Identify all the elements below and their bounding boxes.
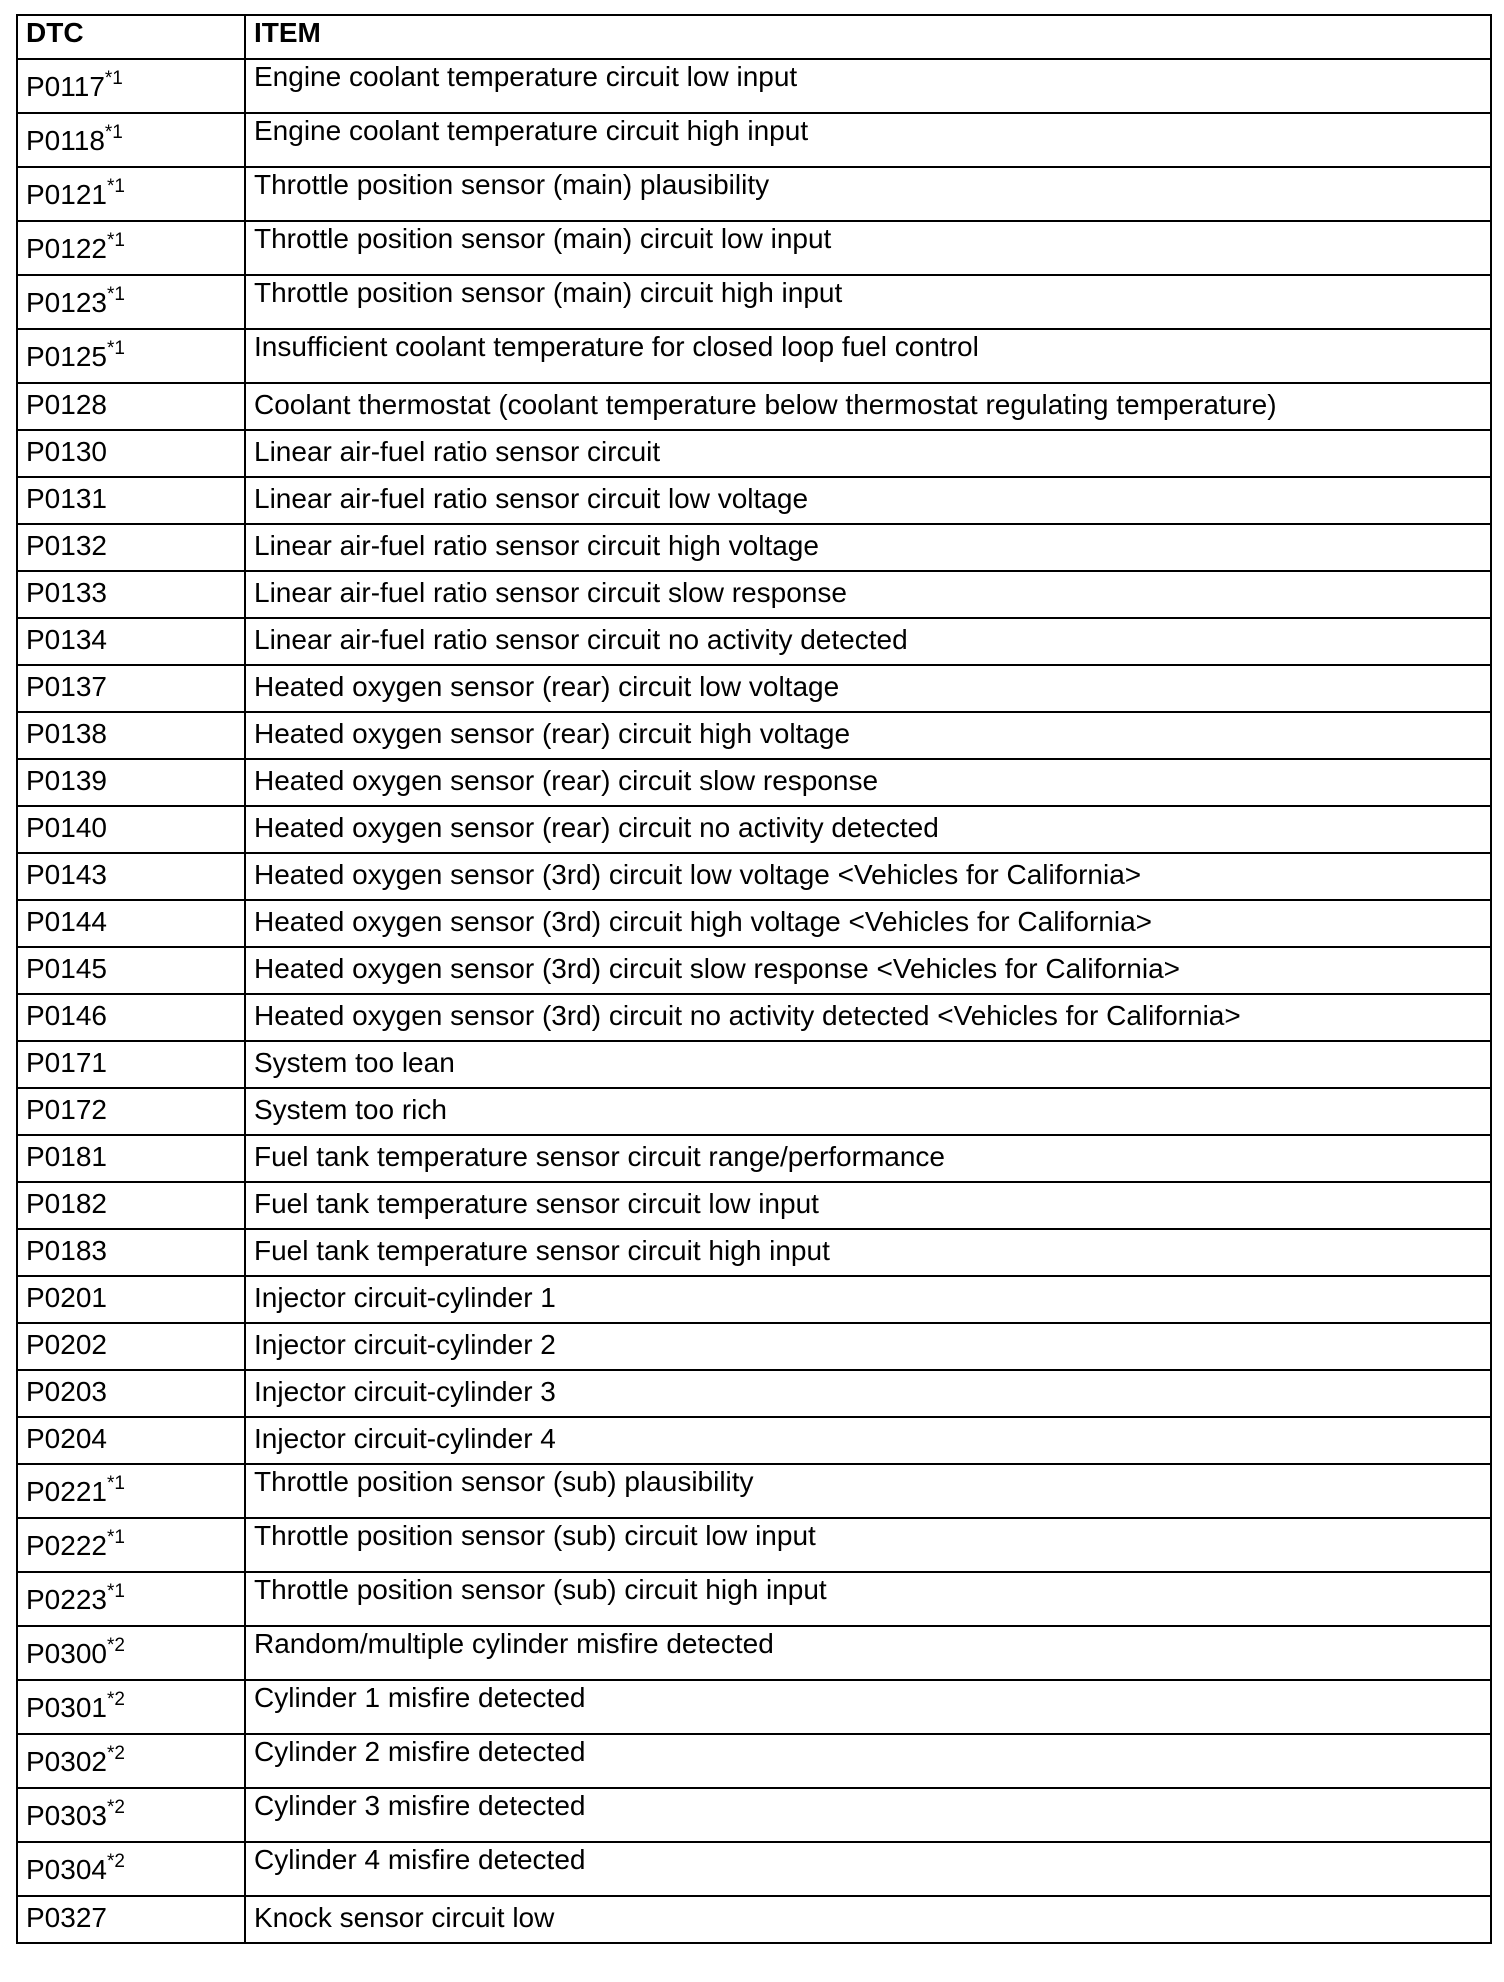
dtc-code: P0304 <box>26 1854 107 1885</box>
dtc-code: P0171 <box>26 1047 107 1078</box>
dtc-note: *2 <box>106 1743 125 1764</box>
dtc-code-cell <box>17 900 245 947</box>
table-row <box>17 1276 1491 1323</box>
dtc-code-cell <box>17 221 245 275</box>
dtc-code: P0123 <box>26 287 107 318</box>
dtc-code: P0130 <box>26 436 107 467</box>
dtc-code-cell <box>17 1276 245 1323</box>
dtc-code-cell <box>17 1088 245 1135</box>
dtc-item-cell: Heated oxygen sensor (3rd) circuit low voltage <Vehicles for California> <box>245 853 1491 900</box>
table-row <box>17 900 1491 947</box>
dtc-item-cell: Knock sensor circuit low <box>245 1896 1491 1943</box>
table-row <box>17 712 1491 759</box>
table-row <box>17 853 1491 900</box>
dtc-code-cell <box>17 524 245 571</box>
dtc-code-cell <box>17 1417 245 1464</box>
dtc-code-cell <box>17 853 245 900</box>
dtc-code-cell <box>17 383 245 430</box>
dtc-note: *2 <box>106 1689 125 1710</box>
dtc-item-cell: Cylinder 3 misfire detected <box>245 1788 1491 1842</box>
dtc-item-cell: Heated oxygen sensor (3rd) circuit slow response <Vehicles for California> <box>245 947 1491 994</box>
dtc-item-cell: Throttle position sensor (sub) circuit low input <box>245 1518 1491 1572</box>
dtc-code: P0144 <box>26 906 107 937</box>
dtc-item-cell: Injector circuit-cylinder 2 <box>245 1323 1491 1370</box>
dtc-item-cell: Fuel tank temperature sensor circuit low input <box>245 1182 1491 1229</box>
dtc-item-cell: Throttle position sensor (sub) circuit high input <box>245 1572 1491 1626</box>
dtc-code: P0300 <box>26 1638 107 1669</box>
dtc-note: *1 <box>106 284 125 305</box>
dtc-code-cell <box>17 477 245 524</box>
dtc-code-cell <box>17 1680 245 1734</box>
table-row <box>17 1464 1491 1518</box>
dtc-note: *1 <box>106 1527 125 1548</box>
table-row <box>17 806 1491 853</box>
table-row <box>17 1135 1491 1182</box>
dtc-table <box>16 14 1492 1944</box>
dtc-code-cell <box>17 1370 245 1417</box>
dtc-code-cell <box>17 1788 245 1842</box>
dtc-code-cell <box>17 947 245 994</box>
dtc-item-cell: Injector circuit-cylinder 1 <box>245 1276 1491 1323</box>
table-row <box>17 1842 1491 1896</box>
table-row <box>17 477 1491 524</box>
table-row <box>17 221 1491 275</box>
dtc-note: *1 <box>106 338 125 359</box>
table-row <box>17 524 1491 571</box>
dtc-code-cell <box>17 59 245 113</box>
dtc-code-cell <box>17 994 245 1041</box>
dtc-item-cell: Insufficient coolant temperature for closed loop fuel control <box>245 329 1491 383</box>
table-row <box>17 1041 1491 1088</box>
dtc-code-cell <box>17 1734 245 1788</box>
dtc-note: *1 <box>106 1473 125 1494</box>
dtc-item-cell: Throttle position sensor (main) circuit high input <box>245 275 1491 329</box>
dtc-code: P0221 <box>26 1476 107 1507</box>
table-row <box>17 430 1491 477</box>
dtc-code-cell <box>17 806 245 853</box>
dtc-code: P0140 <box>26 812 107 843</box>
dtc-item-cell: Injector circuit-cylinder 4 <box>245 1417 1491 1464</box>
dtc-item-cell: Engine coolant temperature circuit high input <box>245 113 1491 167</box>
dtc-code: P0133 <box>26 577 107 608</box>
table-row <box>17 571 1491 618</box>
dtc-code-cell <box>17 167 245 221</box>
table-row <box>17 1680 1491 1734</box>
dtc-code: P0327 <box>26 1902 107 1933</box>
table-row <box>17 994 1491 1041</box>
dtc-item-cell: Throttle position sensor (main) circuit low input <box>245 221 1491 275</box>
header-row <box>17 15 1491 59</box>
dtc-code: P0204 <box>26 1423 107 1454</box>
table-row <box>17 275 1491 329</box>
dtc-code-cell <box>17 329 245 383</box>
dtc-code: P0132 <box>26 530 107 561</box>
dtc-code-cell <box>17 618 245 665</box>
dtc-item-cell: Heated oxygen sensor (rear) circuit high voltage <box>245 712 1491 759</box>
table-row <box>17 59 1491 113</box>
table-row <box>17 947 1491 994</box>
dtc-code-cell <box>17 571 245 618</box>
table-row <box>17 1417 1491 1464</box>
dtc-code-cell <box>17 113 245 167</box>
table-row <box>17 113 1491 167</box>
dtc-code-cell <box>17 1135 245 1182</box>
dtc-item-cell: Cylinder 2 misfire detected <box>245 1734 1491 1788</box>
dtc-item-cell: Heated oxygen sensor (3rd) circuit high voltage <Vehicles for California> <box>245 900 1491 947</box>
dtc-code: P0203 <box>26 1376 107 1407</box>
dtc-code: P0182 <box>26 1188 107 1219</box>
dtc-code: P0222 <box>26 1530 107 1561</box>
dtc-item-cell: Linear air-fuel ratio sensor circuit low voltage <box>245 477 1491 524</box>
header-item: ITEM <box>245 15 1491 59</box>
dtc-code-cell <box>17 1041 245 1088</box>
dtc-code-cell <box>17 275 245 329</box>
table-row <box>17 1626 1491 1680</box>
dtc-code: P0128 <box>26 389 107 420</box>
dtc-code: P0137 <box>26 671 107 702</box>
dtc-code: P0139 <box>26 765 107 796</box>
table-row <box>17 1572 1491 1626</box>
dtc-code: P0202 <box>26 1329 107 1360</box>
dtc-code-cell <box>17 1572 245 1626</box>
dtc-code-cell <box>17 1896 245 1943</box>
dtc-code: P0201 <box>26 1282 107 1313</box>
dtc-note: *1 <box>106 230 125 251</box>
dtc-note: *1 <box>104 122 123 143</box>
dtc-item-cell: Fuel tank temperature sensor circuit range/performance <box>245 1135 1491 1182</box>
dtc-code-cell <box>17 1229 245 1276</box>
dtc-note: *1 <box>106 176 125 197</box>
table-row <box>17 1518 1491 1572</box>
dtc-code: P0301 <box>26 1692 107 1723</box>
dtc-code: P0122 <box>26 233 107 264</box>
dtc-code-cell <box>17 665 245 712</box>
dtc-code-cell <box>17 1842 245 1896</box>
dtc-item-cell: Throttle position sensor (sub) plausibility <box>245 1464 1491 1518</box>
dtc-item-cell: Heated oxygen sensor (rear) circuit slow response <box>245 759 1491 806</box>
table-row <box>17 383 1491 430</box>
table-row <box>17 665 1491 712</box>
dtc-item-cell: Engine coolant temperature circuit low input <box>245 59 1491 113</box>
dtc-code: P0172 <box>26 1094 107 1125</box>
dtc-code: P0145 <box>26 953 107 984</box>
dtc-note: *1 <box>104 68 123 89</box>
dtc-item-cell: Cylinder 4 misfire detected <box>245 1842 1491 1896</box>
dtc-item-cell: Heated oxygen sensor (3rd) circuit no activity detected <Vehicles for California> <box>245 994 1491 1041</box>
table-row <box>17 1182 1491 1229</box>
dtc-item-cell: Random/multiple cylinder misfire detected <box>245 1626 1491 1680</box>
dtc-item-cell: Heated oxygen sensor (rear) circuit low voltage <box>245 665 1491 712</box>
table-row <box>17 1370 1491 1417</box>
dtc-item-cell: Linear air-fuel ratio sensor circuit slow response <box>245 571 1491 618</box>
table-row <box>17 1229 1491 1276</box>
table-row <box>17 1896 1491 1943</box>
dtc-item-cell: Heated oxygen sensor (rear) circuit no activity detected <box>245 806 1491 853</box>
dtc-code: P0302 <box>26 1746 107 1777</box>
dtc-code-cell <box>17 1626 245 1680</box>
table-row <box>17 1788 1491 1842</box>
dtc-code: P0138 <box>26 718 107 749</box>
dtc-code: P0131 <box>26 483 107 514</box>
dtc-item-cell: Coolant thermostat (coolant temperature below thermostat regulating temperature) <box>245 383 1491 430</box>
dtc-note: *2 <box>106 1635 125 1656</box>
dtc-item-cell: Cylinder 1 misfire detected <box>245 1680 1491 1734</box>
table-row <box>17 618 1491 665</box>
dtc-code-cell <box>17 1464 245 1518</box>
dtc-code-cell <box>17 1182 245 1229</box>
dtc-item-cell: Linear air-fuel ratio sensor circuit <box>245 430 1491 477</box>
dtc-item-cell: Throttle position sensor (main) plausibility <box>245 167 1491 221</box>
dtc-code-cell <box>17 712 245 759</box>
header-dtc: DTC <box>17 15 245 59</box>
dtc-item-cell: System too lean <box>245 1041 1491 1088</box>
table-row <box>17 759 1491 806</box>
dtc-code: P0146 <box>26 1000 107 1031</box>
dtc-item-cell: Injector circuit-cylinder 3 <box>245 1370 1491 1417</box>
dtc-code: P0117 <box>26 71 105 102</box>
dtc-code: P0223 <box>26 1584 107 1615</box>
table-body <box>17 59 1491 1943</box>
dtc-note: *2 <box>106 1851 125 1872</box>
dtc-note: *2 <box>106 1797 125 1818</box>
dtc-code-cell <box>17 1323 245 1370</box>
dtc-item-cell: Fuel tank temperature sensor circuit high input <box>245 1229 1491 1276</box>
table-row <box>17 167 1491 221</box>
table-row <box>17 1323 1491 1370</box>
dtc-code: P0181 <box>26 1141 107 1172</box>
dtc-item-cell: System too rich <box>245 1088 1491 1135</box>
dtc-code: P0121 <box>26 179 107 210</box>
dtc-code-cell <box>17 759 245 806</box>
dtc-code: P0118 <box>26 125 105 156</box>
dtc-code: P0143 <box>26 859 107 890</box>
dtc-code: P0134 <box>26 624 107 655</box>
dtc-item-cell: Linear air-fuel ratio sensor circuit no activity detected <box>245 618 1491 665</box>
table-row <box>17 1734 1491 1788</box>
dtc-code-cell <box>17 430 245 477</box>
table-row <box>17 329 1491 383</box>
dtc-code: P0303 <box>26 1800 107 1831</box>
dtc-code: P0125 <box>26 341 107 372</box>
table-row <box>17 1088 1491 1135</box>
dtc-code-cell <box>17 1518 245 1572</box>
dtc-item-cell: Linear air-fuel ratio sensor circuit high voltage <box>245 524 1491 571</box>
dtc-note: *1 <box>106 1581 125 1602</box>
dtc-code: P0183 <box>26 1235 107 1266</box>
